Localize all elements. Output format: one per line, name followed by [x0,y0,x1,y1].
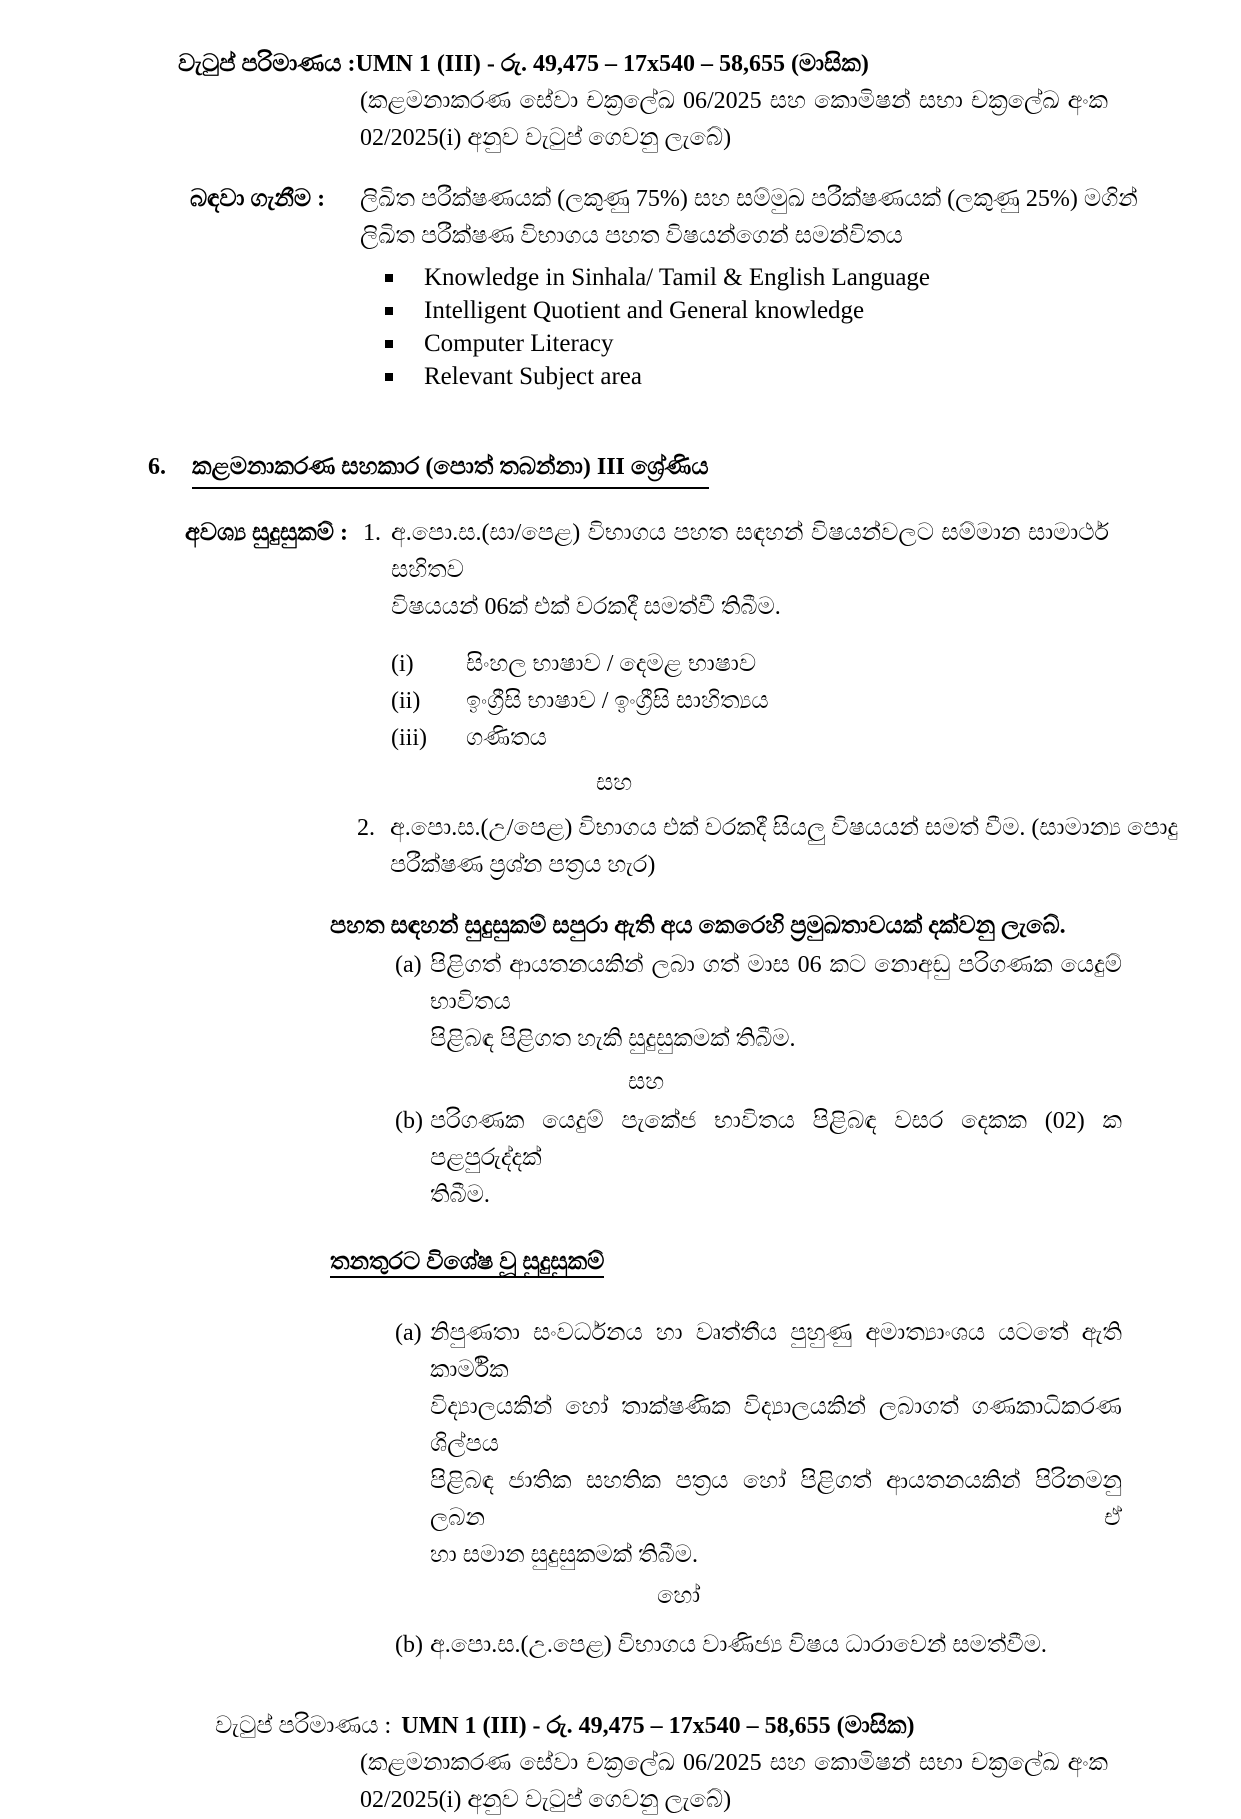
exam-subject-label: Computer Literacy [424,330,614,357]
qualification-line: විෂයයන් 06ක් එක් වරකදී සමත්වී තිබීම. [391,594,781,620]
subject-name: සිංහල භාෂාව / දෙමළ භාෂාව [466,651,757,677]
priority-item-a [395,947,1185,1058]
list-item-line: තිබීම. [430,1182,490,1208]
special-qualifications-heading: තනතුරට විශේෂ වූ සුදුසුකම් [330,1249,604,1278]
salary-note-bottom [360,1745,1108,1819]
special-item-a [395,1315,1185,1574]
qualification-item-number: 2. [357,815,375,841]
exam-subject-label: Intelligent Quotient and General knowledge [424,297,865,324]
required-qualifications-label: අවශ්‍ය සුදුසුකම් : [185,520,349,546]
recruitment-line: ලිඛිත පරීක්ෂණ විභාගය පහත විෂයන්ගෙන් සමන්විතය [360,223,903,249]
salary-scale-row-bottom [215,1708,1185,1745]
qualification-item-2 [357,810,1185,884]
list-item-letter: (a) [395,1320,422,1346]
salary-scale-value: UMN 1 (III) - රු. 49,475 – 17x540 – 58,655 (මාසික) [355,51,869,77]
priority-item-b [395,1103,1185,1214]
qualification-line: අ.පො.ස.(සා/පෙළ) විභාගය පහත සඳහන් විෂයන්වලට සම්මාන සාමාර්ථ සහිතව [391,520,1109,583]
exam-subject-label: Knowledge in Sinhala/ Tamil & English Language [424,264,931,291]
priority-item-b-text [430,1103,1122,1214]
subject-number: (i) [391,651,414,677]
exam-subject-label: Relevant Subject area [424,363,642,390]
subject-number: (ii) [391,688,421,714]
list-item-letter: (a) [395,952,422,978]
subject-name: ඉංග්‍රීසි භාෂාව / ඉංග්‍රීසි සාහිත්‍යය [466,688,769,714]
connector-and: සහ [596,770,633,796]
recruitment-text [360,181,1138,255]
subject-number: (iii) [391,725,427,751]
bullet-square-icon [385,307,393,315]
connector-or: හෝ [657,1583,701,1609]
exam-subject-item [385,360,1185,393]
priority-heading: පහත සඳහන් සුදුසුකම් සපුරා ඇති අය කෙරෙහි ප්‍රමුඛතාවයක් දක්වනු ලැබේ. [330,913,1066,939]
salary-note-line: (කළමනාකරණ සේවා චක්‍රලේඛ 06/2025 සහ කොමිෂන් සභා චක්‍රලේඛ අංක [360,1750,1108,1776]
list-item-line: පිළිබඳ ජාතික සහතික පත්‍රය හෝ පිළිගත් ආයතනයකින් පිරිනමනු ලබන ඒ [430,1468,1122,1531]
salary-scale-label: වැටුප් පරිමාණය : [178,51,356,77]
list-item-line: නිපුණතා සංවර්ධනය හා වෘත්තීය පුහුණු අමාත්‍යාංශය යටතේ ඇති කාර්මික [430,1320,1122,1383]
subject-name: ගණිතය [466,725,547,751]
salary-note-line: 02/2025(i) අනුව වැටුප් ගෙවනු ලැබේ) [360,1787,732,1813]
exam-subject-item [385,261,1185,294]
special-item-a-text [430,1315,1122,1574]
section-title: කළමනාකරණ සහකාර (පොත් තබන්නා) III ශ්‍රේණිය [192,449,709,489]
list-item-line: පිළිගත් ආයතනයකින් ලබා ගත් මාස 06 කට නොඅඩු පරිගණක යෙදුම් භාවිතය [430,952,1122,1015]
ol-subject-item [391,683,1109,720]
salary-scale-value: UMN 1 (III) - රු. 49,475 – 17x540 – 58,655 (මාසික) [401,1713,915,1739]
list-item-line: හා සමාන සුදුසුකමක් තිබීම. [430,1542,698,1568]
bullet-square-icon [385,274,393,282]
list-item-line: පරිගණක යෙදුම් පැකේජ භාවිතය පිළිබඳ වසර දෙකක (02) ක පළපුරුද්දක් [430,1108,1122,1171]
qualification-line: අ.පො.ස.(උ/පෙළ) විභාගය එක් වරකදී සියලු විෂයයන් සමත් වීම. (සාමාන්‍ය පොදු [390,815,1179,841]
qualification-item-1 [391,515,1109,757]
priority-item-a-text [430,947,1122,1058]
ol-subject-item [391,720,1109,757]
list-item-line: පිළිබඳ පිළිගත හැකි සුදුසුකමක් තිබීම. [430,1026,796,1052]
qualification-item-2-text [390,810,1179,884]
salary-note-line: (කළමනාකරණ සේවා චක්‍රලේඛ 06/2025 සහ කොමිෂන් සභා චක්‍රලේඛ අංක [360,88,1108,114]
recruitment-label: බඳවා ගැනීම : [190,186,326,212]
list-item-line: අ.පො.ස.(උ.පෙළ) විභාගය වාණිජ්‍ය විෂය ධාරාවෙන් සමත්වීම. [430,1632,1047,1658]
list-item-letter: (b) [395,1632,423,1658]
exam-subject-item [385,327,1185,360]
salary-note-line: 02/2025(i) අනුව වැටුප් ගෙවනු ලැබේ) [360,125,732,151]
special-item-b [395,1627,1185,1664]
recruitment-row [148,181,1185,255]
list-item-line: විද්‍යාලයකින් හෝ තාක්ෂණික විද්‍යාලයකින් ලබාගත් ගණකාධිකරණ ශිල්පය [430,1394,1122,1457]
qualification-line: පරීක්ෂණ ප්‍රශ්න පත්‍රය හැර) [390,852,656,878]
bullet-square-icon [385,373,393,381]
exam-subject-list [385,261,1185,393]
special-item-b-text [430,1627,1122,1664]
exam-subject-item [385,294,1185,327]
ol-subject-list [391,646,1109,757]
section-heading [148,449,1185,489]
special-qualifications-heading-wrap [330,1244,1185,1281]
list-item-letter: (b) [395,1108,423,1134]
salary-note-top [360,83,1108,157]
bullet-square-icon [385,340,393,348]
recruitment-line: ලිඛිත පරීක්ෂණයක් (ලකුණු 75%) සහ සම්මුඛ පරීක්ෂණයක් (ලකුණු 25%) මගින් [360,186,1138,212]
qualification-item-number: 1. [363,520,381,546]
connector-and: සහ [628,1069,665,1095]
salary-scale-row-top [178,46,1185,83]
section-number: 6. [148,454,166,480]
salary-scale-label: වැටුප් පරිමාණය : [215,1713,392,1739]
required-qualifications-row [148,515,1185,757]
ol-subject-item [391,646,1109,683]
